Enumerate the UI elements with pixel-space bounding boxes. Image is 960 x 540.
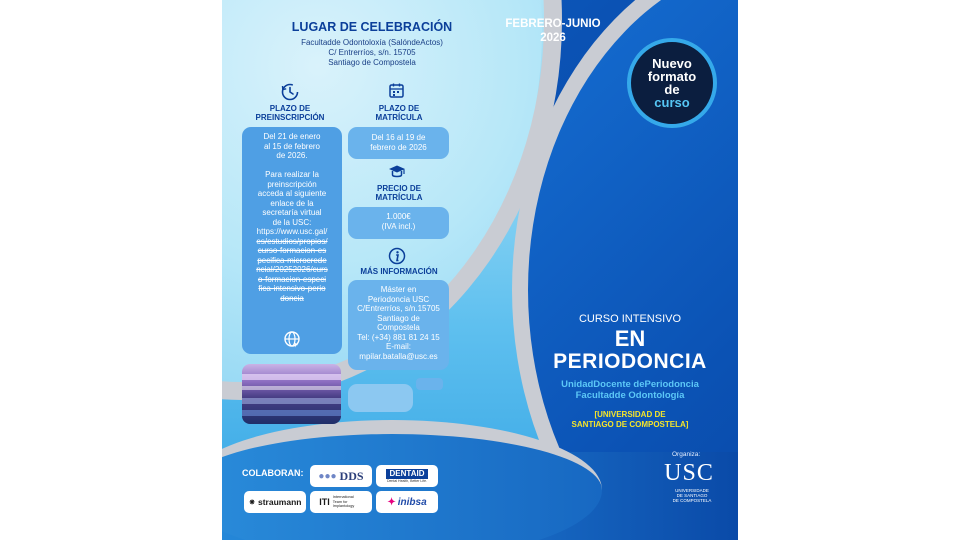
badge-line-2: formato: [647, 69, 697, 84]
preinscription-text-line: enlace de la: [270, 198, 314, 208]
info-icon: [388, 247, 408, 267]
preinscription-box: [242, 127, 342, 354]
iti-logo: [310, 491, 372, 513]
enrollment-line-1: Del 16 al 19 de: [371, 133, 426, 142]
more-info-text-line: Máster en: [380, 285, 417, 294]
unit-line-2: Facultadde Odontología: [575, 390, 685, 401]
university-line-2: SANTIAGO DE COMPOSTELA]: [571, 420, 689, 429]
venue-line-2: C/ Entrerríos, s/n. 15705: [328, 48, 416, 57]
preinscription-text-line: preinscripción: [267, 179, 317, 189]
venue-line-1: Facultadde Odontoloxía (SalóndeActos): [301, 38, 443, 47]
preinscription-text-line[interactable]: pecifica-microcrede: [257, 255, 327, 265]
collaborators-label: COLABORAN:: [242, 468, 304, 478]
preinscription-text-line[interactable]: curso-formacion-es: [257, 246, 327, 255]
price-amount: 1.000€: [386, 212, 411, 221]
iti-logo-mark: ITI: [319, 497, 330, 507]
more-info-text-line: Periodoncia USC: [367, 294, 430, 304]
globe-icon[interactable]: [282, 330, 302, 350]
preinscription-text-line[interactable]: doncia: [280, 293, 304, 303]
preinscription-text-line[interactable]: ncial/20252026/curs: [256, 265, 328, 274]
calendar-icon: [388, 82, 408, 102]
more-info-title: MÁS INFORMACIÓN: [360, 267, 438, 276]
course-year: 2026: [540, 32, 566, 44]
brochure-poster: [222, 0, 738, 540]
dentaid-logo-text: DENTAID: [386, 469, 429, 479]
more-info-box: [348, 280, 449, 370]
course-months: FEBRERO-JUNIO: [505, 18, 601, 30]
preinscription-text-line: acceda al siguiente: [257, 189, 327, 198]
preinscription-title: [240, 104, 340, 122]
unit-line-1: UnidadDocente dePeriodoncia: [561, 379, 699, 390]
more-info-text-line: Tel: (+34) 881 81 24 15: [357, 332, 440, 342]
preinscription-text: [242, 127, 342, 308]
graduation-cap-icon: [388, 163, 408, 183]
dds-logo: [310, 465, 372, 487]
usc-logo-sub-2: DE SANTIAGO: [676, 493, 708, 498]
preinscription-title-line-1: PLAZO DE: [269, 104, 311, 113]
straumann-logo-name: straumann: [258, 496, 302, 507]
price-title: [349, 184, 449, 202]
course-type: CURSO INTENSIVO: [578, 313, 682, 325]
straumann-logo: [244, 491, 306, 513]
organizer-label: Organiza:: [672, 451, 701, 458]
preinscription-text-line[interactable]: o-formacion-especi: [257, 274, 327, 284]
usc-logo-sub-1: UNIVERSIDADE: [675, 488, 709, 493]
preinscription-text-line[interactable]: fica-intensivo-perio: [258, 284, 326, 293]
decorative-small-box: [416, 378, 443, 390]
badge-line-3: de: [664, 82, 680, 97]
inibsa-logo: [376, 491, 438, 513]
inibsa-logo-text: inibsa: [397, 496, 427, 508]
iti-logo-text: International Team for Implantology: [332, 495, 355, 509]
new-format-badge: [627, 38, 717, 128]
enrollment-box: [348, 127, 449, 159]
enrollment-title-line-2: MATRÍCULA: [375, 113, 423, 122]
preinscription-text-line: Para realizar la: [265, 170, 319, 179]
inibsa-logo-mark: ✦: [387, 496, 396, 508]
more-info-text: [348, 280, 449, 366]
enrollment-line-2: febrero de 2026: [370, 142, 427, 152]
preinscription-text-line[interactable]: es/estudios/propios/: [256, 236, 328, 246]
dds-logo-mark: ●●●: [318, 470, 337, 482]
course-title-prefix: EN: [614, 326, 646, 351]
more-info-text-line: E-mail:: [386, 342, 411, 351]
price-box: [348, 207, 449, 239]
preinscription-text-line: al 15 de febrero: [263, 141, 321, 151]
preinscription-text-line: de 2026.: [276, 151, 308, 160]
price-tax: (IVA incl.): [381, 221, 416, 231]
course-title: PERIODONCIA: [553, 350, 707, 373]
usc-logo: USC: [664, 460, 714, 486]
more-info-text-line: mpilar.batalla@usc.es: [359, 351, 438, 361]
more-info-text-line: Santiago de: [377, 313, 420, 323]
preinscription-text-line: [246, 161, 338, 171]
course-dates: [500, 17, 606, 45]
venue-line-3: Santiago de Compostela: [328, 58, 416, 67]
preinscription-text-line: secretaría virtual: [262, 208, 322, 217]
preinscription-text-line: Del 21 de enero: [263, 132, 321, 141]
university-line-1: [UNIVERSIDAD DE: [594, 410, 666, 419]
straumann-logo-text: ⁕ straumann: [248, 496, 302, 507]
dentaid-tagline: Dental Health, Better Life.: [386, 479, 428, 483]
enrollment-title-line-1: PLAZO DE: [378, 104, 420, 113]
more-info-text-line: C/Entrerríos, s/n.15705: [357, 304, 440, 313]
venue-title: LUGAR DE CELEBRACIÓN: [291, 20, 453, 34]
badge-line-1: Nuevo: [652, 56, 692, 71]
dentaid-logo: [376, 465, 438, 487]
price-title-line-1: PRECIO DE: [376, 184, 421, 193]
price-title-line-2: MATRÍCULA: [375, 193, 423, 202]
badge-line-4: curso: [654, 95, 690, 110]
preinscription-title-line-2: PREINSCRIPCIÓN: [255, 113, 325, 122]
clock-icon: [280, 82, 300, 102]
more-info-text-line: Compostela: [377, 323, 420, 332]
dds-logo-text: DDS: [339, 468, 364, 483]
enrollment-title: [349, 104, 449, 122]
periodontal-photo: [242, 364, 341, 424]
preinscription-text-line[interactable]: https://www.usc.gal/: [256, 227, 328, 236]
usc-logo-sub-3: DE COMPOSTELA: [672, 498, 712, 503]
decorative-box: [348, 384, 413, 412]
preinscription-text-line[interactable]: de la USC:: [272, 217, 312, 227]
